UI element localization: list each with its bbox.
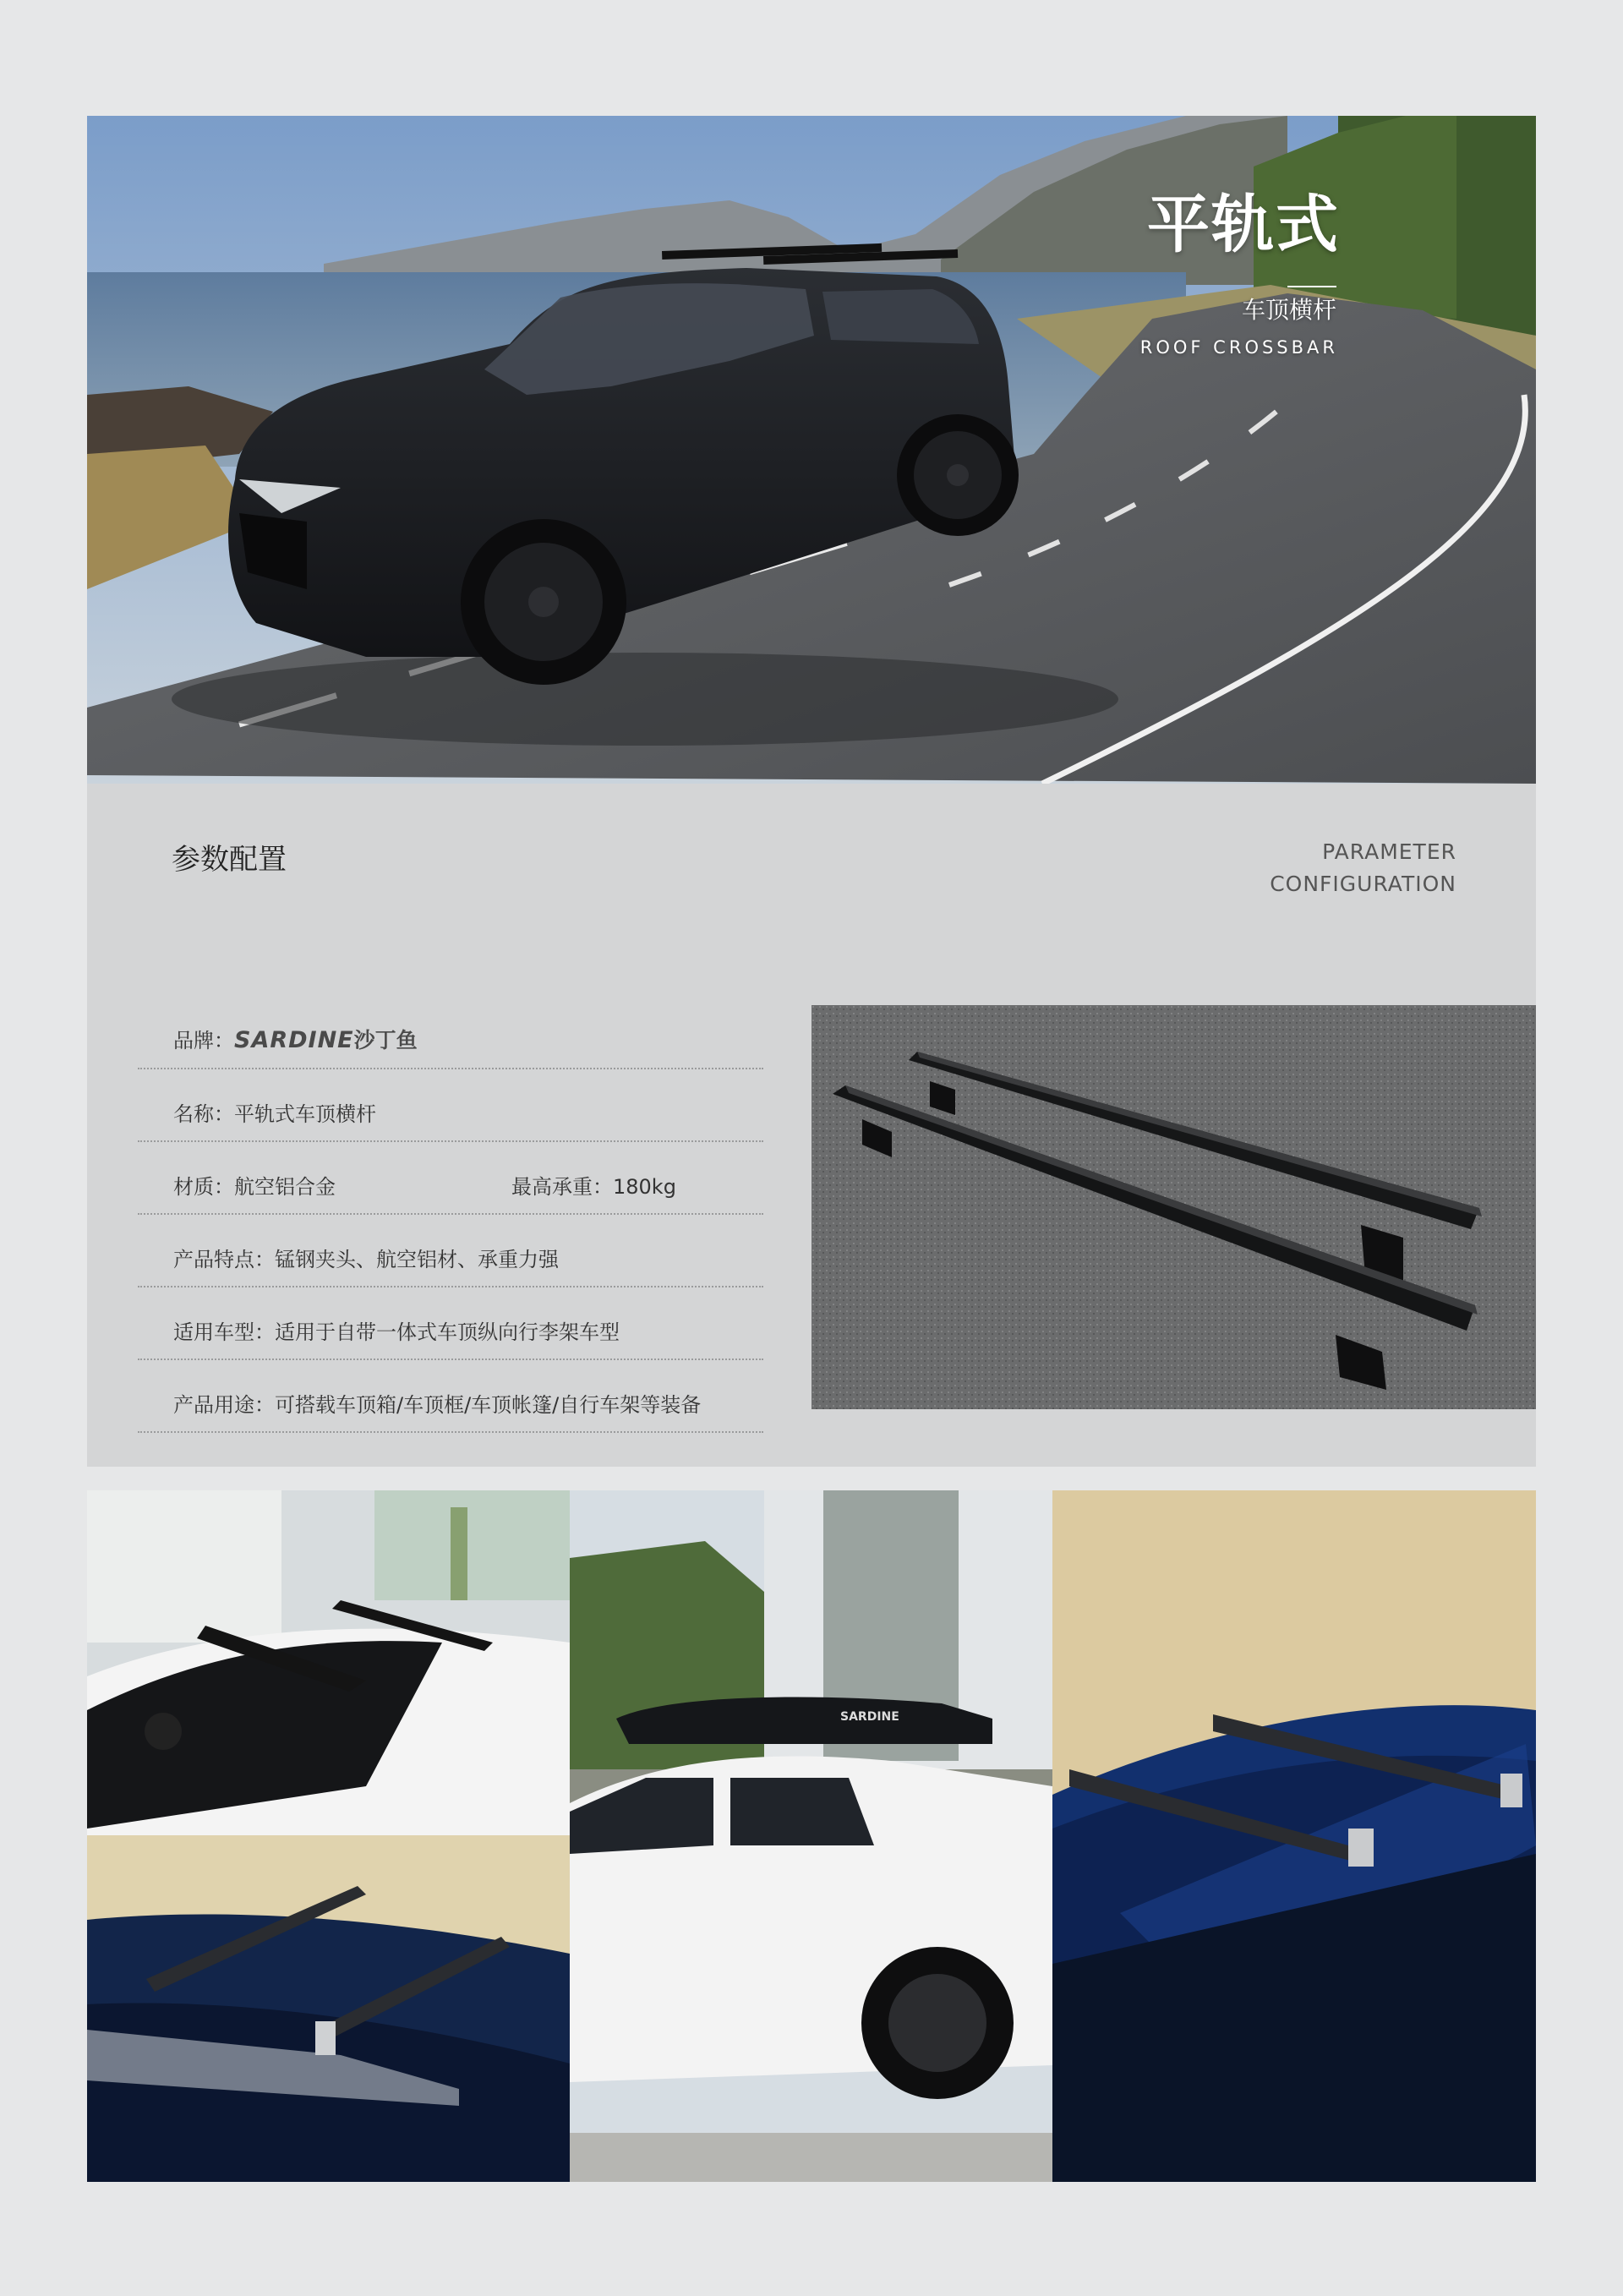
param-row-label: 产品用途：可搭载车顶箱/车顶框/车顶帐篷/自行车架等装备 — [173, 1393, 702, 1417]
param-row-label: 适用车型：适用于自带一体式车顶纵向行李架车型 — [173, 1320, 620, 1344]
param-row-brand — [138, 995, 763, 1069]
hero-title: 平轨式 — [1147, 189, 1340, 261]
section-title-en-line2: CONFIGURATION — [1270, 872, 1456, 896]
section-title-en — [1270, 836, 1456, 900]
crossbar-product-photo — [812, 1005, 1536, 1409]
hero-banner — [87, 116, 1536, 784]
roofbox-logo: SARDINE — [840, 1710, 899, 1724]
param-row-fit — [138, 1286, 763, 1360]
hero-subtitle-en: ROOF CROSSBAR — [1139, 337, 1338, 358]
section-title-en-line1: PARAMETER — [1322, 839, 1456, 864]
param-row-label — [173, 1024, 418, 1054]
param-row-label: 产品特点：锰钢夹头、航空铝材、承重力强 — [173, 1248, 559, 1271]
brand-cn-name: 沙丁鱼 — [353, 1028, 418, 1052]
gallery-photo-blue-roof-left — [87, 1835, 570, 2182]
gallery-photo-blue-roof-right — [1052, 1490, 1536, 2182]
param-row-material — [138, 1140, 763, 1215]
param-row-label: 材质：航空铝合金 — [173, 1175, 336, 1199]
param-row-name — [138, 1068, 763, 1142]
gallery-photo-showroom — [87, 1490, 570, 1835]
brand-label: 品牌： — [173, 1029, 234, 1052]
param-row-usage — [138, 1358, 763, 1433]
param-row-features — [138, 1213, 763, 1287]
parameter-section — [87, 784, 1536, 1467]
gallery-photo-roofbox-suv — [570, 1490, 1052, 2182]
hero-subtitle: 车顶横杆 — [1241, 296, 1336, 324]
hero-divider — [1287, 286, 1336, 287]
brand-logo: SARDINE — [234, 1027, 354, 1053]
param-row-label-max-load: 最高承重：180kg — [511, 1175, 676, 1199]
param-row-label: 名称：平轨式车顶横杆 — [173, 1102, 376, 1126]
section-title: 参数配置 — [172, 843, 287, 877]
gallery — [87, 1490, 1536, 2182]
